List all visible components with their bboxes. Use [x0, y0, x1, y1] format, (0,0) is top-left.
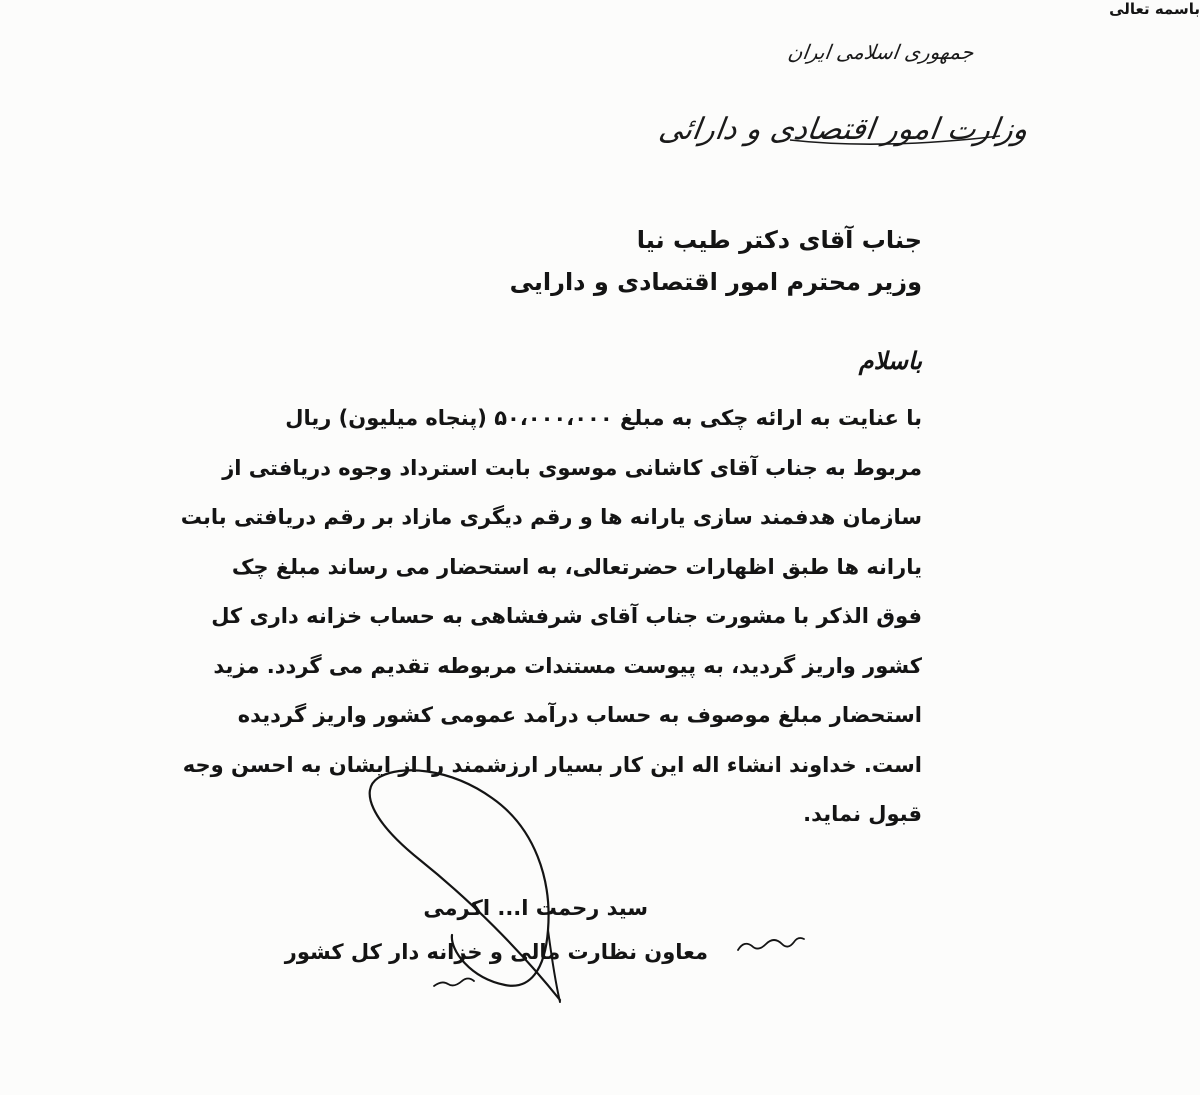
- initials-mark: [738, 938, 804, 950]
- signer-name: سید رحمت ا... اکرمی: [423, 896, 648, 920]
- body-line: با عنایت به ارائه چکی به مبلغ ۵۰،۰۰۰،۰۰۰ (پنجاه میلیون) ریال: [285, 406, 922, 430]
- body-line: سازمان هدفمند سازی یارانه ها و رقم دیگری مازاد بر رقم دریافتی بابت: [180, 505, 922, 529]
- republic-header: جمهوری اسلامی ایران: [786, 40, 976, 64]
- body-line: فوق الذکر با مشورت جناب آقای شرفشاهی به حساب خزانه داری کل: [211, 604, 922, 628]
- signer-title: معاون نظارت مالی و خزانه دار کل کشور: [284, 940, 708, 964]
- body-line: کشور واریز گردید، به پیوست مستندات مربوطه تقدیم می گردد. مزید: [213, 653, 922, 678]
- body-line: قبول نماید.: [803, 802, 922, 826]
- invocation-text: باسمه تعالی: [1109, 0, 1200, 18]
- letter-body: [180, 394, 922, 840]
- body-line: یارانه ها طبق اظهارات حضرتعالی، به استحضار می رساند مبلغ چک: [231, 554, 922, 579]
- addressee-title: وزیر محترم امور اقتصادی و دارایی: [509, 268, 922, 296]
- body-line: استحضار مبلغ موصوف به حساب درآمد عمومی کشور واریز گردیده: [237, 703, 922, 727]
- salutation: باسلام: [858, 346, 922, 375]
- body-line: مربوط به جناب آقای کاشانی موسوی بابت استرداد وجوه دریافتی از: [222, 455, 922, 480]
- signature-scribble: [434, 979, 474, 987]
- ministry-header: وزارت امور اقتصادی و دارائی: [656, 112, 1031, 147]
- addressee-name: جناب آقای دکتر طیب نیا: [636, 226, 922, 254]
- body-line: است. خداوند انشاء اله این کار بسیار ارزشمند را از ایشان به احسن وجه: [182, 752, 922, 777]
